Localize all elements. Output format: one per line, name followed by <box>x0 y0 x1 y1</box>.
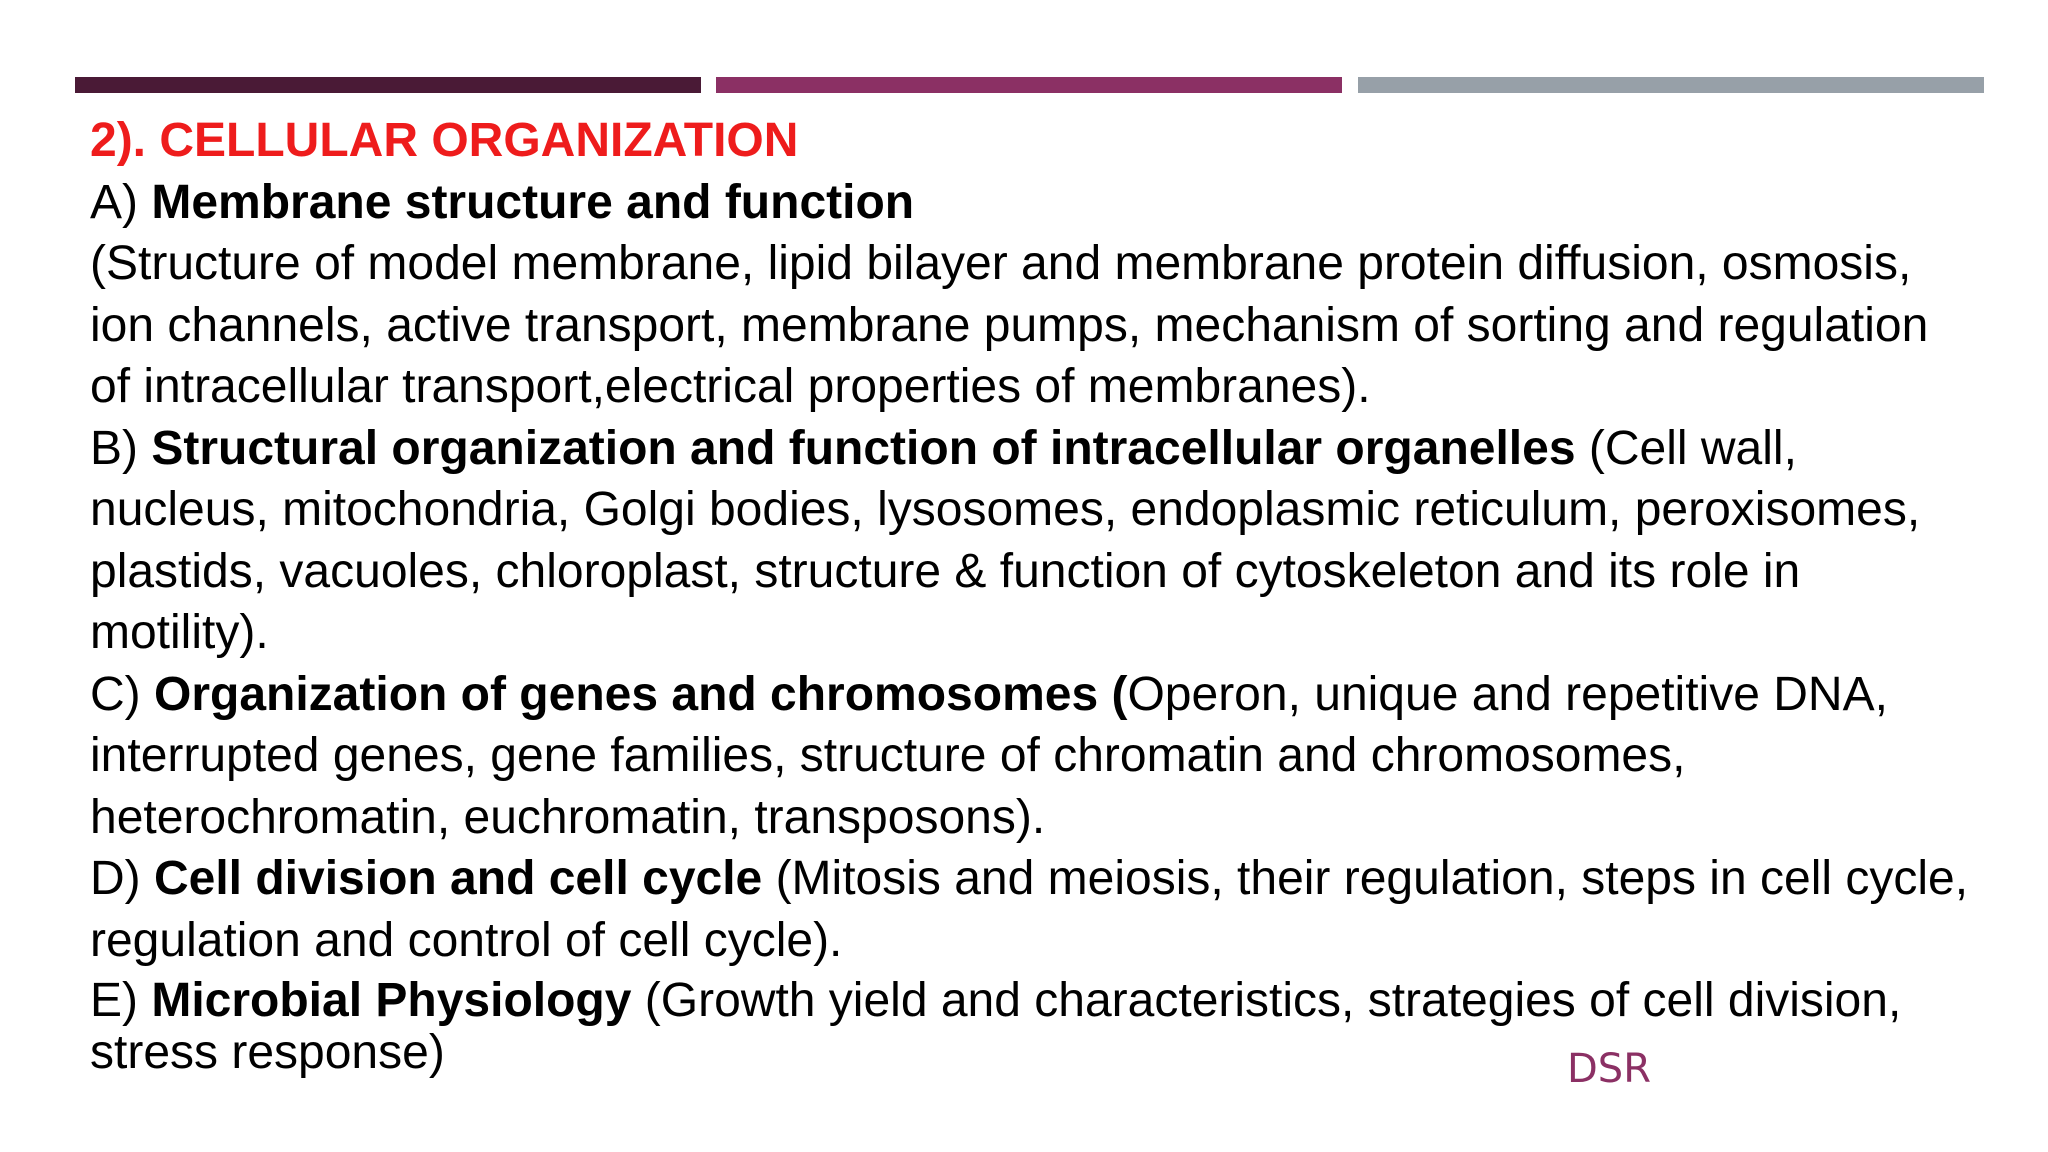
slide-body <box>90 110 1970 1079</box>
section-e-body: (Growth yield and characteristics, strategies of cell division, stress response) <box>90 974 1902 1079</box>
section-b-body: (Cell wall, nucleus, mitochondria, Golgi bodies, lysosomes, endoplasmic reticulum, peroxisomes, plastids, vacuoles, chloroplast, structure & function of cytoskeleton and its role in motility). <box>90 421 1921 659</box>
section-c-body: Operon, unique and repetitive DNA, interrupted genes, gene families, structure of chromatin and chromosomes, heterochromatin, euchromatin, transposons). <box>90 667 1888 844</box>
section-a-prefix: A) <box>90 175 152 229</box>
section-a-heading: Membrane structure and function <box>151 175 915 229</box>
section-b-heading: Structural organization and function of intracellular organelles <box>151 421 1576 475</box>
section-d-prefix: D) <box>90 852 154 905</box>
decor-bar-dark <box>75 77 701 93</box>
section-a-body: (Structure of model membrane, lipid bilayer and membrane protein diffusion, osmosis, ion channels, active transport, membrane pumps, mechanism of sorting and regulation of intracellular transport,electrical properties of membranes). <box>90 237 1929 413</box>
footer-mark: DSR <box>1567 1046 1651 1092</box>
section-d-heading: Cell division and cell cycle <box>153 852 763 905</box>
section-d <box>90 848 1970 971</box>
section-c-heading: Organization of genes and chromosomes ( <box>153 667 1128 721</box>
section-d-body: (Mitosis and meiosis, their regulation, steps in cell cycle, regulation and control of cell cycle). <box>90 852 1969 967</box>
section-b-prefix: B) <box>90 421 152 475</box>
section-a <box>90 172 1970 418</box>
section-e-prefix: E) <box>90 974 152 1027</box>
section-e-heading: Microbial Physiology <box>151 974 632 1027</box>
slide-title: 2). CELLULAR ORGANIZATION <box>90 114 799 167</box>
decor-bar-gray <box>1358 77 1984 93</box>
section-c <box>90 664 1970 849</box>
section-b <box>90 418 1970 664</box>
section-c-prefix: C) <box>90 667 154 721</box>
decor-bar-magenta <box>716 77 1342 93</box>
section-e <box>90 975 1970 1079</box>
